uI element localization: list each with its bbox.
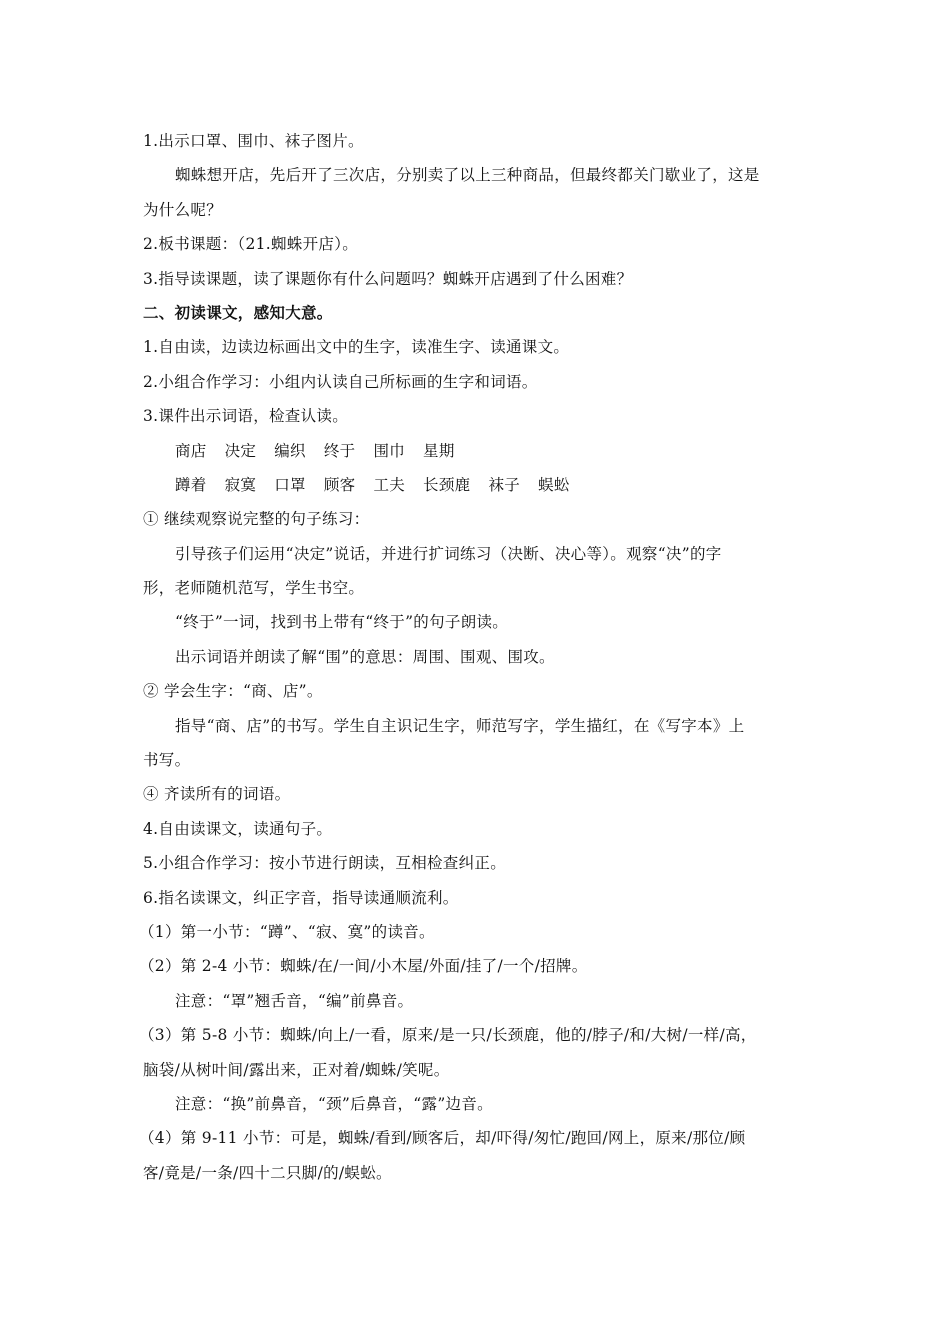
text-line: 2.板书课题：（21.蜘蛛开店）。 <box>143 235 359 254</box>
vocabulary-word: 星期 <box>423 441 455 460</box>
text-line: 6.指名读课文，纠正字音，指导读通顺流利。 <box>143 888 459 907</box>
text-line: 4.自由读课文，读通句子。 <box>143 819 333 838</box>
text-line: （3）第 5-8 小节：蜘蛛/向上/一看，原来/是一只/长颈鹿，他的/脖子/和/大树/一样/高， <box>139 1026 757 1045</box>
text-line: 形，老师随机范写，学生书空。 <box>143 579 365 598</box>
text-line: 书写。 <box>143 751 191 770</box>
text-line: 脑袋/从树叶间/露出来，正对着/蜘蛛/笑呢。 <box>143 1060 450 1079</box>
text-line: （2）第 2-4 小节：蜘蛛/在/一间/小木屋/外面/挂了/一个/招牌。 <box>139 957 588 976</box>
text-line: 2.小组合作学习：小组内认读自己所标画的生字和词语。 <box>143 372 538 391</box>
text-line: ④ 齐读所有的词语。 <box>143 785 291 804</box>
text-line: “终于”一词，找到书上带有“终于”的句子朗读。 <box>175 613 509 632</box>
text-line: 1.自由读，边读边标画出文中的生字，读准生字、读通课文。 <box>143 338 570 357</box>
text-line: 为什么呢？ <box>143 200 223 219</box>
vocabulary-word: 蹲着 <box>175 475 207 494</box>
vocabulary-word: 顾客 <box>323 475 356 494</box>
vocabulary-word: 蜈蚣 <box>538 475 570 494</box>
vocabulary-word: 口罩 <box>274 475 306 494</box>
text-line: 注意：“罩”翘舌音，“编”前鼻音。 <box>175 991 414 1010</box>
text-line: 1.出示口罩、围巾、袜子图片。 <box>143 132 364 150</box>
vocabulary-word: 决定 <box>224 441 257 460</box>
text-line: 3.课件出示词语，检查认读。 <box>143 407 348 426</box>
text-line: 指导“商、店”的书写。学生自主识记生字，师范写字，学生描红，在《写字本》上 <box>175 716 745 735</box>
vocabulary-word: 商店 <box>175 441 207 460</box>
vocabulary-word: 寂寞 <box>224 475 257 494</box>
vocabulary-word: 袜子 <box>488 475 521 494</box>
vocabulary-word: 终于 <box>323 441 356 460</box>
text-line: 出示词语并朗读了解“围”的意思：周围、围观、围攻。 <box>175 647 555 666</box>
text-line: 3.指导读课题，读了课题你有什么问题吗？蜘蛛开店遇到了什么困难？ <box>143 269 633 288</box>
vocabulary-word: 编织 <box>274 441 306 460</box>
text-line: （1）第一小节：“蹲”、“寂、寞”的读音。 <box>139 922 435 941</box>
text-line: 5.小组合作学习：按小节进行朗读，互相检查纠正。 <box>143 854 506 873</box>
section-heading: 二、初读课文，感知大意。 <box>143 302 333 322</box>
vocabulary-row <box>143 434 813 468</box>
vocabulary-row <box>143 468 813 502</box>
text-line: （4）第 9-11 小节：可是，蜘蛛/看到/顾客后，却/吓得/匆忙/跑回/网上，原来/那位/顾 <box>139 1129 746 1148</box>
text-line: 引导孩子们运用“决定”说话，并进行扩词练习（决断、决心等）。观察“决”的字 <box>175 544 722 563</box>
vocabulary-word: 长颈鹿 <box>423 475 471 494</box>
text-line: 蜘蛛想开店，先后开了三次店，分别卖了以上三种商品，但最终都关门歇业了，这是 <box>175 166 760 185</box>
text-line: ② 学会生字：“商、店”。 <box>143 682 323 701</box>
text-line: 注意：“换”前鼻音，“颈”后鼻音，“露”边音。 <box>175 1094 493 1113</box>
vocabulary-word: 围巾 <box>373 441 406 460</box>
vocabulary-word: 工夫 <box>373 475 406 494</box>
text-line: ① 继续观察说完整的句子练习： <box>143 510 370 529</box>
text-line: 客/竟是/一条/四十二只脚/的/蜈蚣。 <box>143 1163 392 1182</box>
lesson-plan-body <box>139 124 813 1190</box>
